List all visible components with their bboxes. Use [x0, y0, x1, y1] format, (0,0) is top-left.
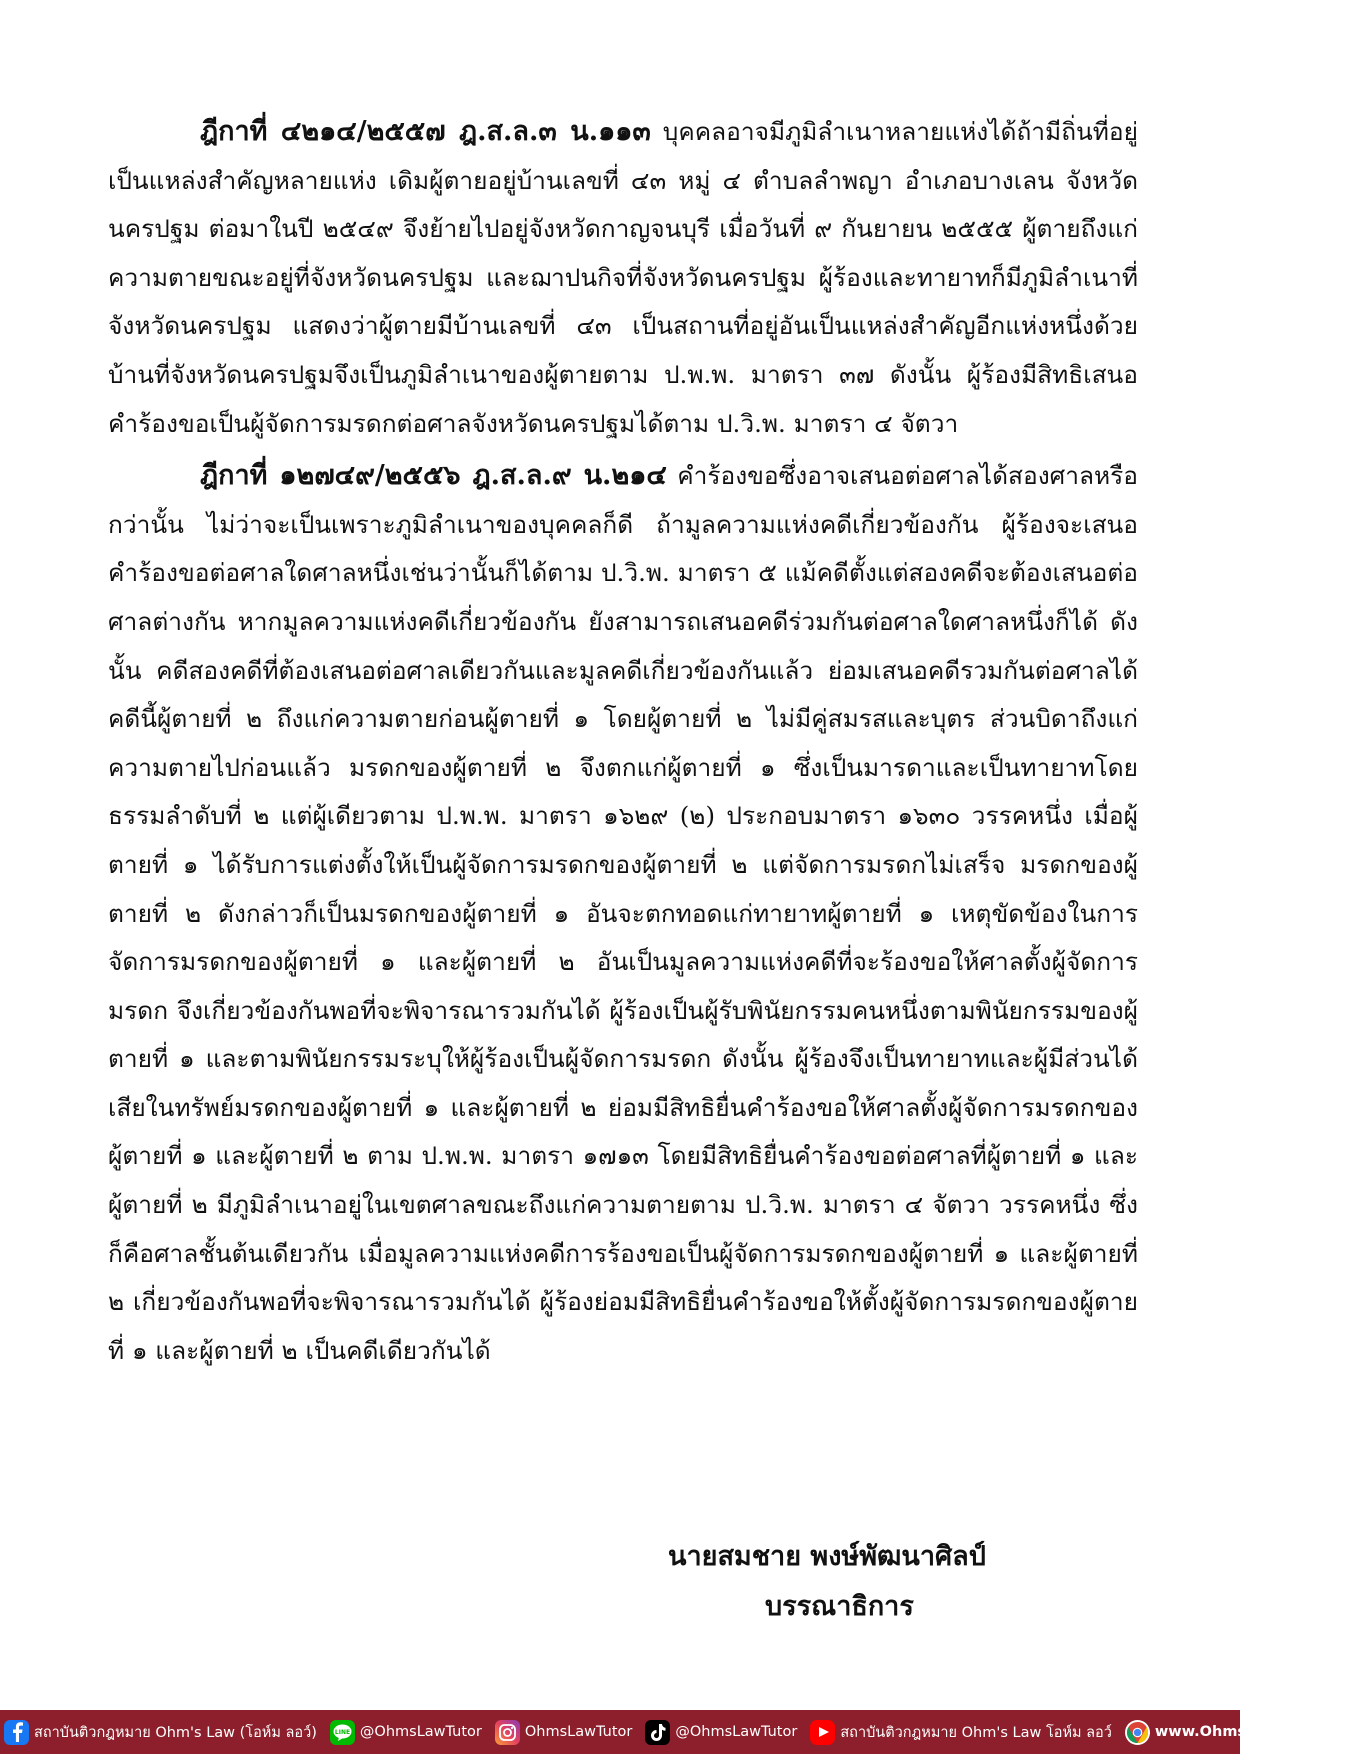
footer-tiktok-link[interactable]: [645, 1720, 797, 1745]
footer-line-link[interactable]: [330, 1720, 482, 1745]
footer-tiktok-label: @OhmsLawTutor: [675, 1724, 798, 1740]
footer-line-label: @OhmsLawTutor: [359, 1724, 482, 1740]
facebook-icon: [4, 1720, 29, 1745]
case-citation: ฎีกาที่ ๔๒๑๔/๒๕๕๗ ฎ.ส.ล.๓ น.๑๑๓: [200, 116, 651, 147]
footer-website-link[interactable]: [1125, 1720, 1358, 1745]
signature-title: บรรณาธิการ: [765, 1591, 914, 1622]
footer-youtube-link[interactable]: [810, 1720, 1112, 1745]
paragraph-1: [108, 108, 1138, 448]
footer-bar: [0, 1710, 1358, 1754]
youtube-icon: [810, 1720, 835, 1745]
paragraph-2: [108, 452, 1138, 1375]
signature-name: นายสมชาย พงษ์พัฒนาศิลป์: [668, 1541, 986, 1572]
tiktok-icon: [645, 1720, 670, 1745]
footer-instagram-label: OhmsLawTutor: [524, 1724, 633, 1740]
svg-text:LINE: LINE: [334, 1728, 350, 1736]
instagram-icon: [495, 1720, 520, 1745]
paragraph-text: บุคคลอาจมีภูมิลำเนาหลายแห่งได้ถ้ามีถิ่นที่อยู่เป็นแหล่งสำคัญหลายแห่ง เดิมผู้ตายอยู่บ้านเลขที่ ๔๓ หมู่ ๔ ตำบลลำพญา อำเภอบางเลน จังหวัดนครปฐม ต่อมาในปี ๒๕๔๙ จึงย้ายไปอยู่จังหวัดกาญจนบุรี เมื่อวันที่ ๙ กันยายน ๒๕๕๕ ผู้ตายถึงแก่ความตายขณะอยู่ที่จังหวัดนครปฐม และฌาปนกิจที่จังหวัดนครปฐม ผู้ร้องและทายาทก็มีภูมิลำเนาที่จังหวัดนครปฐม แสดงว่าผู้ตายมีบ้านเลขที่ ๔๓ เป็นสถานที่อยู่อันเป็นแหล่งสำคัญอีกแห่งหนึ่งด้วย บ้านที่จังหวัดนครปฐมจึงเป็นภูมิลำเนาของผู้ตายตาม ป.พ.พ. มาตรา ๓๗ ดังนั้น ผู้ร้องมีสิทธิเสนอคำร้องขอเป็นผู้จัดการมรดกต่อศาลจังหวัดนครปฐมได้ตาม ป.วิ.พ. มาตรา ๔ จัตวา: [108, 117, 1139, 438]
line-icon: [330, 1720, 355, 1745]
website-icon: [1125, 1720, 1150, 1745]
footer-facebook-link[interactable]: [4, 1720, 317, 1745]
footer-youtube-label: สถาบันติวกฎหมาย Ohm's Law โอห์ม ลอว์: [840, 1724, 1112, 1741]
footer-facebook-label: สถาบันติวกฎหมาย Ohm's Law (โอห์ม ลอว์): [34, 1724, 317, 1741]
footer-website-label: www.OhmsLawTutor.com: [1154, 1724, 1358, 1740]
footer-instagram-link[interactable]: [495, 1720, 632, 1745]
document-body: [108, 108, 1138, 1375]
paragraph-text: คำร้องขอซึ่งอาจเสนอต่อศาลได้สองศาลหรือกว่านั้น ไม่ว่าจะเป็นเพราะภูมิลำเนาของบุคคลก็ดี ถ้ามูลความแห่งคดีเกี่ยวข้องกัน ผู้ร้องจะเสนอคำร้องขอต่อศาลใดศาลหนึ่งเช่นว่านั้นก็ได้ตาม ป.วิ.พ. มาตรา ๕ แม้คดีตั้งแต่สองคดีจะต้องเสนอต่อศาลต่างกัน หากมูลความแห่งคดีเกี่ยวข้องกัน ยังสามารถเสนอคดีร่วมกันต่อศาลใดศาลหนึ่งก็ได้ ดังนั้น คดีสองคดีที่ต้องเสนอต่อศาลเดียวกันและมูลคดีเกี่ยวข้องกันแล้ว ย่อมเสนอคดีรวมกันต่อศาลได้ คดีนี้ผู้ตายที่ ๒ ถึงแก่ความตายก่อนผู้ตายที่ ๑ โดยผู้ตายที่ ๒ ไม่มีคู่สมรสและบุตร ส่วนบิดาถึงแก่ความตายไปก่อนแล้ว มรดกของผู้ตายที่ ๒ จึงตกแก่ผู้ตายที่ ๑ ซึ่งเป็นมารดาและเป็นทายาทโดยธรรมลำดับที่ ๒ แต่ผู้เดียวตาม ป.พ.พ. มาตรา ๑๖๒๙ (๒) ประกอบมาตรา ๑๖๓๐ วรรคหนึ่ง เมื่อผู้ตายที่ ๑ ได้รับการแต่งตั้งให้เป็นผู้จัดการมรดกของผู้ตายที่ ๒ แต่จัดการมรดกไม่เสร็จ มรดกของผู้ตายที่ ๒ ดังกล่าวก็เป็นมรดกของผู้ตายที่ ๑ อันจะตกทอดแก่ทายาทผู้ตายที่ ๑ เหตุขัดข้องในการจัดการมรดกของผู้ตายที่ ๑ และผู้ตายที่ ๒ อันเป็นมูลความแห่งคดีที่จะร้องขอให้ศาลตั้งผู้จัดการมรดก จึงเกี่ยวข้องกันพอที่จะพิจารณารวมกันได้ ผู้ร้องเป็นผู้รับพินัยกรรมคนหนึ่งตามพินัยกรรมของผู้ตายที่ ๑ และตามพินัยกรรมระบุให้ผู้ร้องเป็นผู้จัดการมรดก ดังนั้น ผู้ร้องจึงเป็นทายาทและผู้มีส่วนได้เสียในทรัพย์มรดกของผู้ตายที่ ๑ และผู้ตายที่ ๒ ย่อมมีสิทธิยื่นคำร้องขอให้ศาลตั้งผู้จัดการมรดกของผู้ตายที่ ๑ และผู้ตายที่ ๒ ตาม ป.พ.พ. มาตรา ๑๗๑๓ โดยมีสิทธิยื่นคำร้องขอต่อศาลที่ผู้ตายที่ ๑ และผู้ตายที่ ๒ มีภูมิลำเนาอยู่ในเขตศาลขณะถึงแก่ความตายตาม ป.วิ.พ. มาตรา ๔ จัตวา วรรคหนึ่ง ซึ่งก็คือศาลชั้นต้นเดียวกัน เมื่อมูลความแห่งคดีการร้องขอเป็นผู้จัดการมรดกของผู้ตายที่ ๑ และผู้ตายที่ ๒ เกี่ยวข้องกันพอที่จะพิจารณารวมกันได้ ผู้ร้องย่อมมีสิทธิยื่นคำร้องขอให้ตั้งผู้จัดการมรดกของผู้ตายที่ ๑ และผู้ตายที่ ๒ เป็นคดีเดียวกันได้: [108, 461, 1138, 1365]
case-citation: ฎีกาที่ ๑๒๗๔๙/๒๕๕๖ ฎ.ส.ล.๙ น.๒๑๔: [200, 460, 667, 492]
